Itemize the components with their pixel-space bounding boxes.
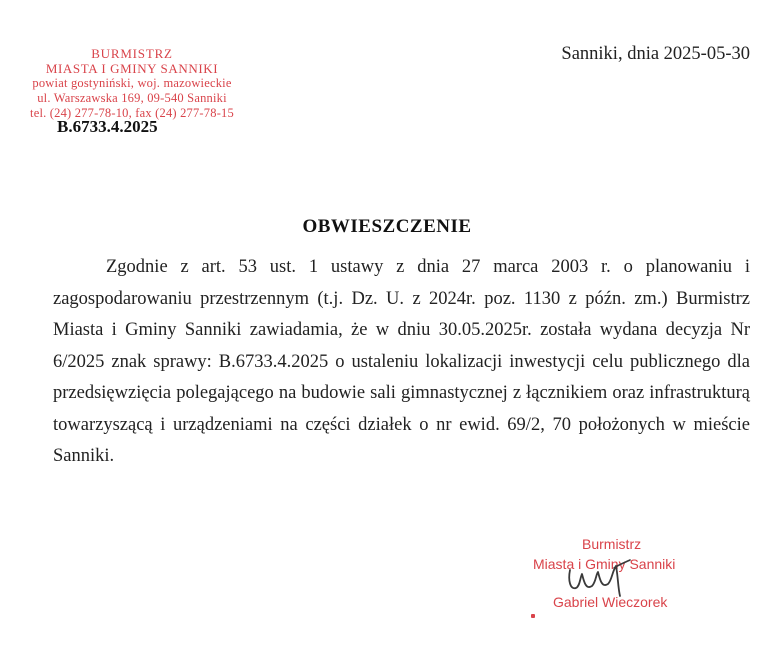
document-body: Zgodnie z art. 53 ust. 1 ustawy z dnia 27 marca 2003 r. o planowaniu i zagospodarowaniu przestrzennym (t.j. Dz. U. z 2024r. poz. 1130 z późn. zm.) Burmistrz Miasta i Gminy Sanniki zawiadamia, że w dniu 30.05.2025r. została wydana decyzja Nr 6/2025 znak sprawy: B.6733.4.2025 o ustaleniu lokalizacji inwestycji celu publicznego dla przedsięwzięcia polegającego na budowie sali gimnastycznej z łącznikiem oraz infrastrukturą towarzyszącą i urządzeniami na części działek o nr ewid. 69/2, 70 położonych w mieście Sanniki.	[53, 257, 750, 466]
stamp-line-region: powiat gostyniński, woj. mazowieckie	[32, 76, 232, 90]
signature-organization: Miasta i Gminy Sanniki	[533, 556, 676, 572]
stamp-line-address: ul. Warszawska 169, 09-540 Sanniki	[37, 91, 227, 105]
stamp-mark	[531, 614, 535, 618]
case-number: B.6733.4.2025	[57, 117, 158, 136]
place-date: Sanniki, dnia 2025-05-30	[561, 44, 750, 64]
signature-name: Gabriel Wieczorek	[553, 594, 668, 610]
stamp-line-title: BURMISTRZ	[91, 46, 173, 61]
signature-title: Burmistrz	[582, 536, 642, 552]
document-title: OBWIESZCZENIE	[302, 216, 472, 237]
office-stamp	[12, 46, 252, 121]
stamp-line-office: MIASTA I GMINY SANNIKI	[45, 61, 219, 76]
stamp-line-phone: tel. (24) 277-78-10, fax (24) 277-78-15	[30, 106, 234, 120]
signature-block	[520, 536, 720, 626]
